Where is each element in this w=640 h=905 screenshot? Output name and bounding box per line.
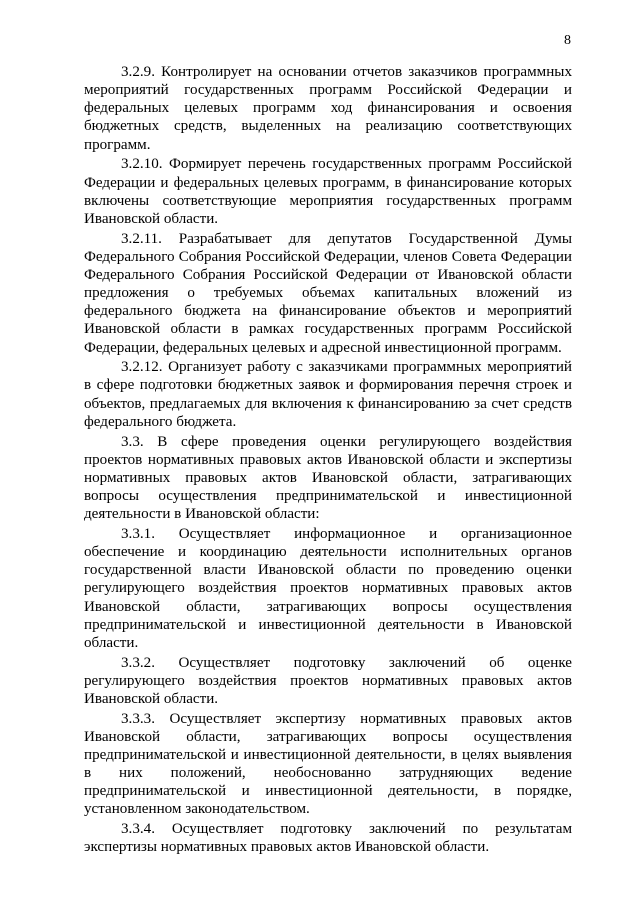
paragraph-3-3-2: 3.3.2. Осуществляет подготовку заключений об оценке регулирующего воздействия проектов нормативных правовых актов Ивановской области.	[84, 654, 572, 707]
paragraph-3-3-4: 3.3.4. Осуществляет подготовку заключений по результатам экспертизы нормативных правовых актов Ивановской области.	[84, 821, 572, 856]
paragraph-3-2-10: 3.2.10. Формирует перечень государственных программ Российской Федерации и федеральных целевых программ, в финансирование которых включены соответствующие мероприятия государственных программ Ивановской области.	[84, 156, 572, 227]
paragraph-3-2-11: 3.2.11. Разрабатывает для депутатов Государственной Думы Федерального Собрания Российской Федерации, членов Совета Федерации Федерального Собрания Российской Федерации от Ивановской области предложения о требуемых объемах капитальных вложений из федерального бюджета на финансирование объектов и мероприятий Ивановской области в рамках государственных программ Российской Федерации, федеральных целевых и адресной инвестиционной программ.	[84, 230, 572, 356]
paragraph-3-3: 3.3. В сфере проведения оценки регулирующего воздействия проектов нормативных правовых актов Ивановской области и экспертизы нормативных правовых актов Ивановской области, затрагивающих вопросы осуществления предпринимательской и инвестиционной деятельности в Ивановской области:	[84, 433, 572, 523]
paragraph-3-3-3: 3.3.3. Осуществляет экспертизу нормативных правовых актов Ивановской области, затрагивающих вопросы осуществления предпринимательской и инвестиционной деятельности, в целях выявления в них положений, необоснованно затрудняющих ведение предпринимательской и инвестиционной деятельности, в порядке, установленном законодательством.	[84, 710, 572, 818]
paragraph-3-2-9: 3.2.9. Контролирует на основании отчетов заказчиков программных мероприятий государственных программ Российской Федерации и федеральных целевых программ ход финансирования и освоения бюджетных средств, выделенных на реализацию соответствующих программ.	[84, 64, 572, 153]
paragraph-3-2-12: 3.2.12. Организует работу с заказчиками программных мероприятий в сфере подготовки бюджетных заявок и формирования перечня строек и объектов, предлагаемых для включения к финансированию за счет средств федерального бюджета.	[84, 359, 572, 430]
paragraph-3-3-1: 3.3.1. Осуществляет информационное и организационное обеспечение и координацию деятельности исполнительных органов государственной власти Ивановской области по проведению оценки регулирующего воздействия проектов нормативных правовых актов Ивановской области, затрагивающих вопросы осуществления предпринимательской и инвестиционной деятельности в Ивановской области.	[84, 525, 572, 651]
document-body	[84, 63, 572, 858]
page-number: 8	[564, 33, 571, 48]
